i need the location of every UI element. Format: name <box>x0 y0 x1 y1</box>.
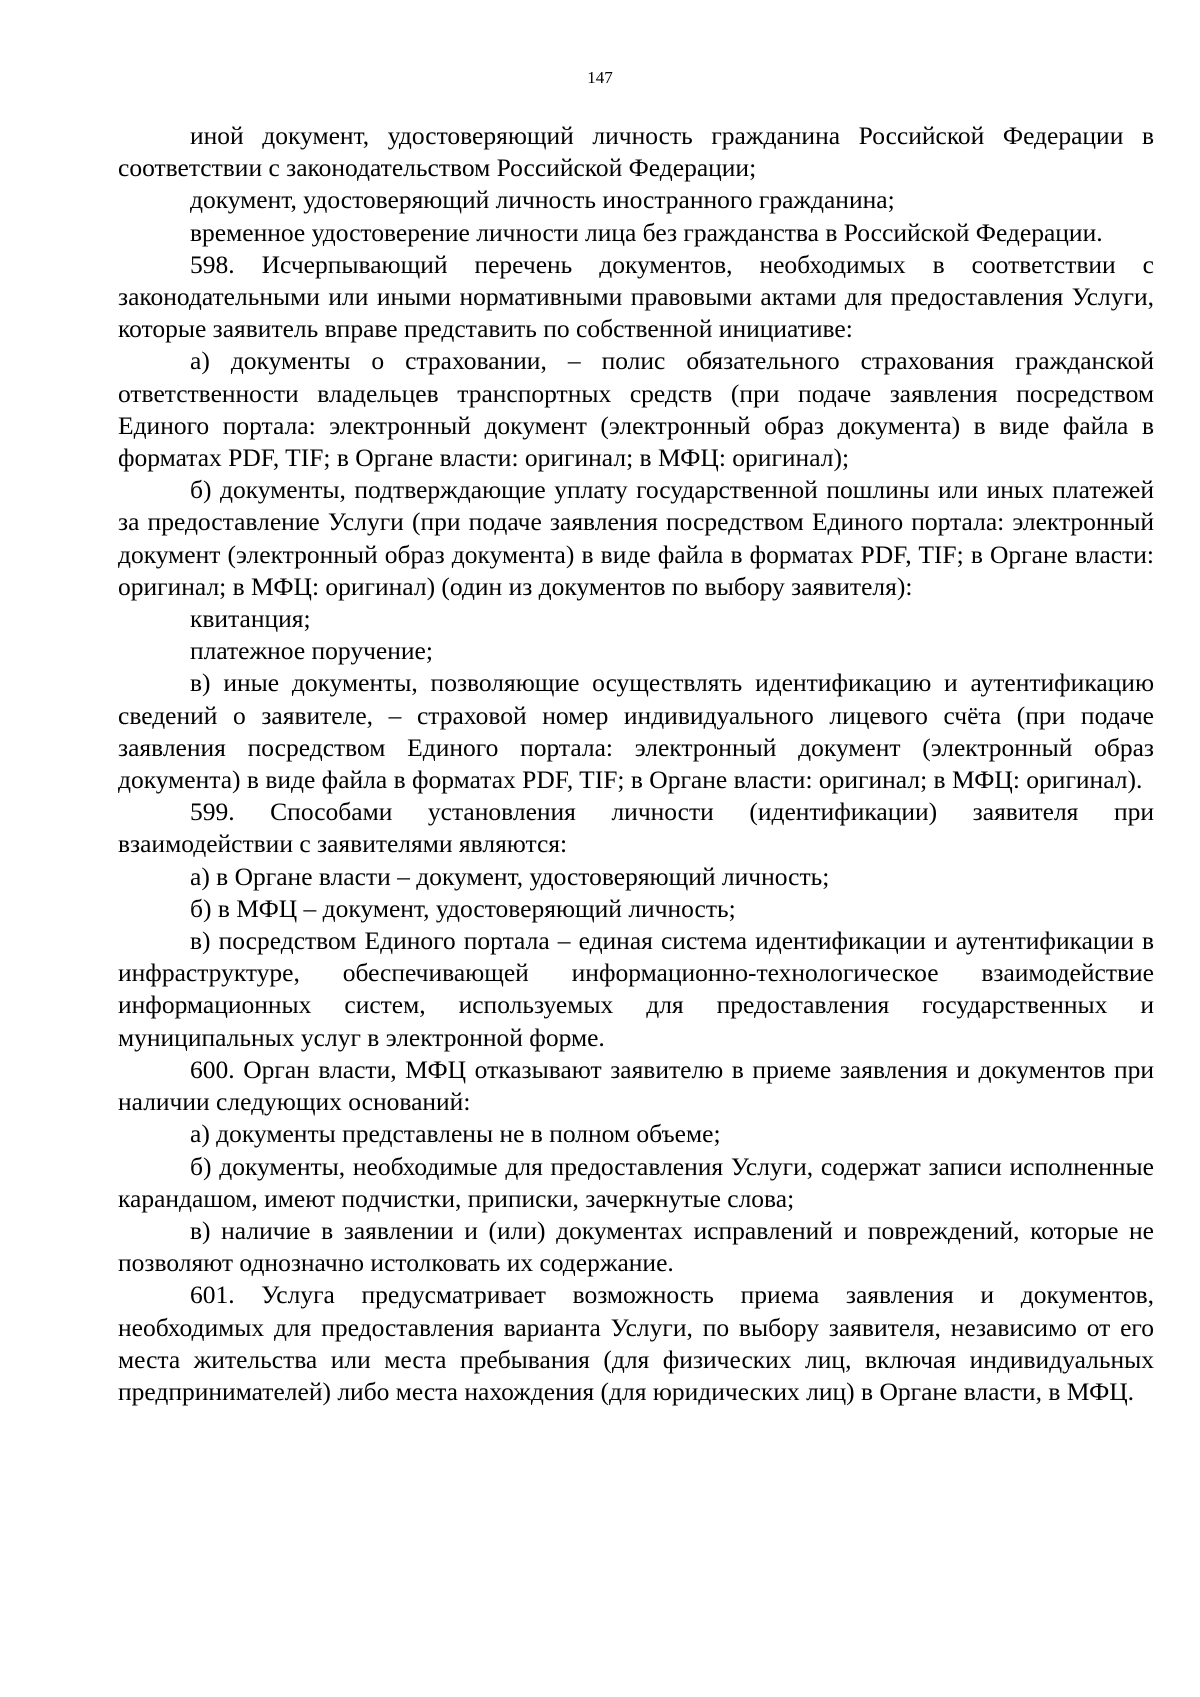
paragraph: в) иные документы, позволяющие осуществлять идентификацию и аутентификацию сведений о заявителе, – страховой номер индивидуального лицевого счёта (при подаче заявления посредством Единого портала: электронный документ (электронный образ документа) в виде файла в форматах PDF, TIF; в Органе власти: оригинал; в МФЦ: оригинал). <box>118 668 1154 795</box>
paragraph: а) документы представлены не в полном объеме; <box>190 1119 721 1149</box>
paragraph: квитанция; <box>190 604 311 634</box>
paragraph: б) документы, необходимые для предоставления Услуги, содержат записи исполненные карандашом, имеют подчистки, приписки, зачеркнутые слова; <box>118 1151 1154 1213</box>
paragraph: временное удостоверение личности лица без гражданства в Российской Федерации. <box>190 217 1103 247</box>
paragraph: иной документ, удостоверяющий личность гражданина Российской Федерации в соответствии с законодательством Российской Федерации; <box>118 121 1154 183</box>
paragraph-598: 598. Исчерпывающий перечень документов, необходимых в соответствии с законодательными или иными нормативными правовыми актами для предоставления Услуги, которые заявитель вправе представить по собственной инициативе: <box>118 249 1154 344</box>
paragraph: платежное поручение; <box>190 636 433 666</box>
paragraph: а) документы о страховании, – полис обязательного страхования гражданской ответственности владельцев транспортных средств (при подаче заявления посредством Единого портала: электронный документ (электронный образ документа) в виде файла в форматах PDF, TIF; в Органе власти: оригинал; в МФЦ: оригинал); <box>118 346 1154 473</box>
page-number: 147 <box>587 68 613 87</box>
paragraph-601: 601. Услуга предусматривает возможность приема заявления и документов, необходимых для предоставления варианта Услуги, по выбору заявителя, независимо от его места жительства или места пребывания (для физических лиц, включая индивидуальных предпринимателей) либо места нахождения (для юридических лиц) в Органе власти, в МФЦ. <box>118 1280 1154 1406</box>
paragraph: б) документы, подтверждающие уплату государственной пошлины или иных платежей за предоставление Услуги (при подаче заявления посредством Единого портала: электронный документ (электронный образ документа) в виде файла в форматах PDF, TIF; в Органе власти: оригинал; в МФЦ: оригинал) (один из документов по выбору заявителя): <box>118 475 1154 601</box>
paragraph-600: 600. Орган власти, МФЦ отказывают заявителю в приеме заявления и документов при наличии следующих оснований: <box>118 1054 1154 1117</box>
paragraph-599: 599. Способами установления личности (идентификации) заявителя при взаимодействии с заявителями являются: <box>118 797 1154 859</box>
paragraph: а) в Органе власти – документ, удостоверяющий личность; <box>190 861 830 891</box>
paragraph: в) наличие в заявлении и (или) документах исправлений и повреждений, которые не позволяют однозначно истолковать их содержание. <box>118 1215 1154 1278</box>
paragraph: документ, удостоверяющий личность иностранного гражданина; <box>190 185 895 215</box>
document-body <box>118 120 1154 1408</box>
paragraph: б) в МФЦ – документ, удостоверяющий личность; <box>190 893 736 923</box>
paragraph: в) посредством Единого портала – единая система идентификации и аутентификации в инфраструктуре, обеспечивающей информационно-технологическое взаимодействие информационных систем, используемых для предоставления государственных и муниципальных услуг в электронной форме. <box>118 926 1154 1052</box>
